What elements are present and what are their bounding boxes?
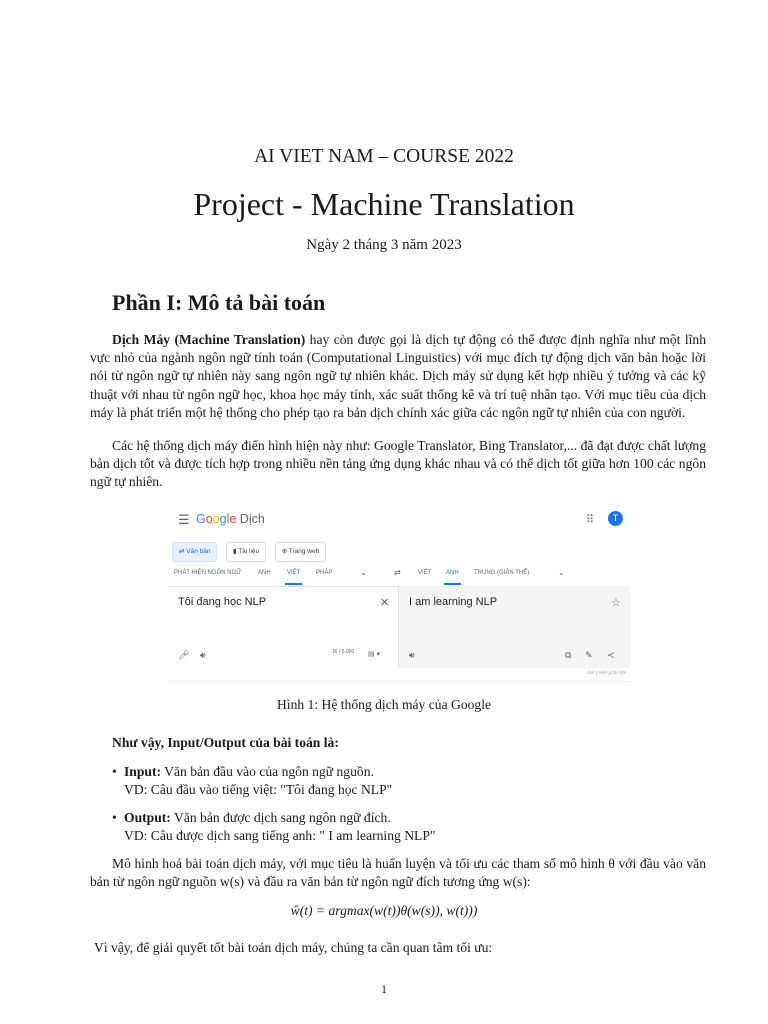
figure-caption: Hình 1: Hệ thống dịch máy của Google — [276, 697, 492, 712]
bullet-icon: • — [112, 810, 117, 825]
course-header: AI VIET NAM – COURSE 2022 — [254, 146, 514, 167]
gt-target-panel — [399, 586, 630, 668]
target-text: I am learning NLP — [409, 596, 498, 608]
lang-detect: PHÁT HIỆN NGÔN NGỮ — [174, 570, 242, 576]
tab-trang-web: ⊕ Trang web — [275, 542, 327, 562]
lang-target-viet: VIỆT — [418, 570, 432, 576]
document-title: Project - Machine Translation — [193, 186, 575, 222]
output-description: Văn bản được dịch sang ngôn ngữ đích. — [170, 810, 391, 825]
gt-source-panel — [168, 586, 399, 668]
model-paragraph — [90, 855, 706, 891]
apps-grid-icon: ⠿ — [586, 514, 595, 526]
section-heading: Phần I: Mô tả bài toán — [112, 290, 326, 315]
keyboard-icon: ▤ ▾ — [368, 651, 381, 658]
menu-icon: ☰ — [178, 512, 190, 527]
gt-topbar — [168, 506, 630, 534]
lang-target-anh: ANH — [446, 570, 459, 576]
document-date: Ngày 2 tháng 3 năm 2023 — [306, 237, 462, 253]
lang-target-trung: TRUNG (GIẢN THỂ) — [474, 570, 530, 576]
google-dich-logo: Google Dịch — [196, 512, 265, 526]
share-icon: ≺ — [607, 650, 615, 660]
chevron-down-icon: ⌄ — [558, 568, 565, 577]
systems-paragraph-text: Các hệ thống dịch máy điển hình hiện này như: Google Translator, Bing Translator,... đã đạt được chất lượng bản dịch tốt và được tích hợp trong nhiều nền tảng ứng dụng khác nhau và có thể dịch tốt giữa hơn 100 các ngôn ngữ tự nhiên. — [90, 438, 706, 490]
close-icon: ✕ — [380, 597, 390, 609]
gt-mode-tabs — [172, 540, 330, 560]
conclusion-sentence: Vì vậy, để giải quyết tốt bài toán dịch máy, chúng ta cần quan tâm tối ưu: — [94, 940, 493, 955]
model-paragraph-text: Mô hình hoá bài toán dịch máy, với mục tiêu là huấn luyện và tối ưu các tham số mô hình θ với đầu vào văn bản từ ngôn ngữ nguồn w(s) và đầu ra văn bản từ ngôn ngữ đích tương ứng w(s): — [90, 856, 706, 890]
term-machine-translation: Dịch Máy (Machine Translation) — [112, 332, 306, 347]
swap-icon: ⇄ — [394, 568, 401, 577]
source-text: Tôi đang học NLP — [178, 596, 267, 608]
input-description: Văn bản đầu vào của ngôn ngữ nguồn. — [161, 764, 374, 779]
input-label: Input: — [124, 764, 162, 779]
speaker-icon: 🔊︎ — [409, 650, 415, 660]
lang-source-phap: PHÁP — [316, 570, 333, 576]
copy-icon: ⧉ — [565, 650, 572, 660]
output-example: VD: Câu được dịch sang tiếng anh: " I am learning NLP" — [124, 828, 436, 843]
tab-tai-lieu: ▮ Tài liệu — [226, 542, 266, 562]
gt-language-bar — [168, 564, 630, 587]
char-count: 16 / 5.000 — [332, 649, 355, 655]
feedback-link: Gửi ý kiến phản hồi — [587, 670, 626, 675]
io-heading: Như vậy, Input/Output của bài toán là: — [112, 735, 339, 750]
bullet-icon: • — [112, 764, 117, 779]
tab-van-ban: ⇄ Văn bản — [172, 542, 217, 562]
chevron-down-icon: ⌄ — [360, 568, 367, 577]
lang-source-viet: VIỆT — [287, 570, 301, 576]
page-number: 1 — [381, 982, 387, 996]
intro-paragraph-text: hay còn được gọi là dịch tự động có thể được định nghĩa như một lĩnh vực nhỏ của ngành ngôn ngữ tính toán (Computational Linguistics) với mục đích tự động dịch văn bản hoặc lời nói từ ngôn ngữ tự nhiên này sang ngôn ngữ tự nhiên khác. Dịch máy sử dụng kết hợp nhiều ý tưởng và các kỹ thuật với nhau từ ngôn ngữ học, khoa học máy tính, xác suất thống kê và trí tuệ nhân tạo. Với mục tiêu của dịch máy là phát triển một hệ thống cho phép tạo ra bản dịch chính xác giữa các ngôn ngữ tự nhiên của con người. — [90, 332, 706, 420]
objective-equation: ŵ(t) = argmax(w(t))θ(w(s)), w(t))) — [290, 903, 478, 918]
systems-paragraph — [90, 437, 706, 492]
intro-paragraph — [90, 331, 706, 422]
mic-icon: 🎤︎ — [178, 650, 190, 660]
star-icon: ☆ — [611, 597, 621, 609]
lang-source-anh: ANH — [258, 570, 271, 576]
input-example: VD: Câu đầu vào tiếng việt: "Tôi đang học NLP" — [124, 782, 393, 797]
output-label: Output: — [124, 810, 171, 825]
speaker-icon: 🔊︎ — [200, 650, 206, 660]
avatar: T — [608, 511, 623, 526]
google-translate-figure — [168, 506, 630, 682]
edit-icon: ✎ — [585, 650, 593, 660]
